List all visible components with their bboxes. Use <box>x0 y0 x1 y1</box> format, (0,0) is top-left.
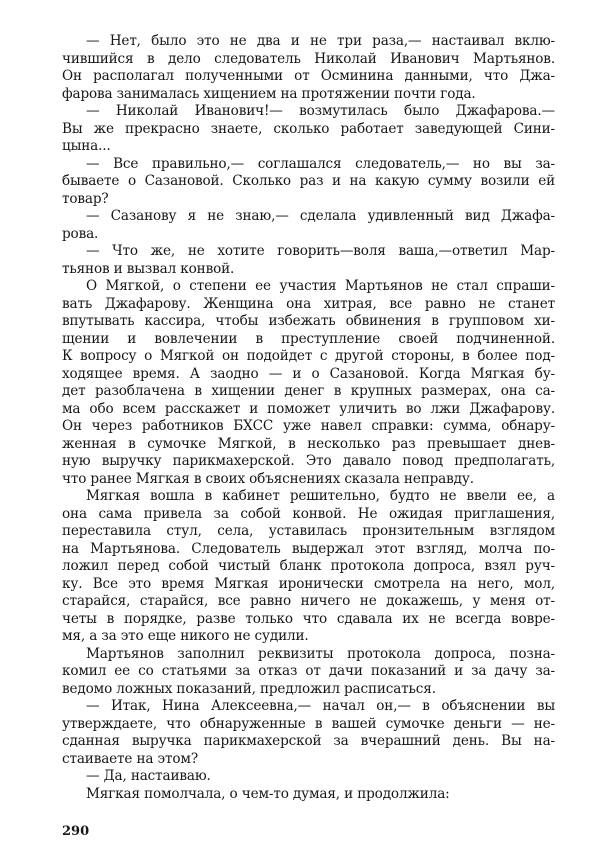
text-line: К вопросу о Мягкой он подойдет с другой стороны, в более под- <box>62 348 555 364</box>
text-line: старайся, старайся, все равно ничего не докажешь, у меня от- <box>62 593 555 609</box>
text-line: ку. Все это время Мягкая иронически смотрела на него, мол, <box>62 575 555 592</box>
text-line: — Да, настаиваю. <box>86 768 211 784</box>
text-line: Мягкая помолчала, о чем-то думая, и продолжила: <box>86 785 450 802</box>
text-line: ходящее время. А заодно — и о Сазановой. Когда Мягкая бу- <box>62 365 555 382</box>
text-line: О Мягкой, о степени ее участия Мартьянов не стал спраши- <box>86 278 555 294</box>
text-line: — Николай Иванович!— возмутилась было Джафарова.— <box>86 103 555 119</box>
text-line: она сама привела за собой конвой. Не ожидая приглашения, <box>62 505 555 522</box>
text-line: Вы же прекрасно знаете, сколько работает заведующей Сини- <box>62 120 555 137</box>
text-line: мя, а за это еще никого не судили. <box>62 628 309 644</box>
text-line: женная в сумочке Мягкой, в несколько раз превышает днев- <box>62 435 555 452</box>
text-line: — Сазанову я не знаю,— сделала удивленный вид Джафа- <box>86 208 555 224</box>
text-line: Мартьянов заполнил реквизиты протокола допроса, позна- <box>86 645 555 662</box>
text-line: рова. <box>62 225 99 242</box>
page-number: 290 <box>62 824 90 839</box>
text-line: ложил перед собой чистый бланк протокола допроса, взял руч- <box>62 558 555 574</box>
text-line: — Итак, Нина Алексеевна,— начал он,— в объяснении вы <box>86 698 555 714</box>
text-line: ную выручку парикмахерской. Это давало повод предполагать, <box>62 453 555 469</box>
text-line: утверждаете, что обнаруженные в вашей сумочке деньги — не- <box>62 715 555 732</box>
text-line: Он через работников БХСС уже навел справки: сумма, обнару- <box>62 418 555 434</box>
text-line: — Все правильно,— соглашался следователь,— но вы за- <box>86 155 555 172</box>
text-line: щении и вовлечении в преступление своей подчиненной. <box>62 330 555 347</box>
text-line: стаиваете на этом? <box>62 750 198 767</box>
text-line: вать Джафарову. Женщина она хитрая, все равно не станет <box>62 295 555 312</box>
text-line: цына... <box>62 138 111 154</box>
text-line: дет разоблачена в хищении денег в крупных размерах, она са- <box>62 383 555 399</box>
text-line: бываете о Сазановой. Сколько раз и на какую сумму возили ей <box>62 173 555 189</box>
text-line: товар? <box>62 190 109 207</box>
text-line: что ранее Мягкая в своих объяснениях сказала неправду. <box>62 470 474 487</box>
text-line: на Мартьянова. Следователь выдержал этот взгляд, молча по- <box>62 540 555 557</box>
text-line: Мягкая вошла в кабинет решительно, будто не ввели ее, а <box>86 488 555 504</box>
text-line: Он располагал полученными от Осминина данными, что Джа- <box>62 68 555 84</box>
text-line: комил ее со статьями за отказ от дачи показаний и за дачу за- <box>62 663 555 679</box>
text-line: впутывать кассира, чтобы избежать обвинения в групповом хи- <box>62 313 555 329</box>
book-page-text <box>62 33 555 803</box>
text-line: — Что же, не хотите говорить—воля ваша,—ответил Мар- <box>86 243 555 259</box>
text-line: ведомо ложных показаний, предложил расписаться. <box>62 680 436 697</box>
text-line: четы в порядке, разве только что сдавала их не всегда вовре- <box>62 610 555 627</box>
text-line: ма обо всем расскажет и поможет уличить во лжи Джафарову. <box>62 400 555 417</box>
text-line: чившийся в дело следователь Николай Иванович Мартьянов. <box>62 50 555 67</box>
text-line: фарова занималась хищением на протяжении почти года. <box>62 85 476 102</box>
text-line: тьянов и вызвал конвой. <box>62 260 235 277</box>
text-line: сданная выручка парикмахерской за вчерашний день. Вы на- <box>62 733 555 749</box>
text-line: переставила стул, села, уставилась пронзительным взглядом <box>62 523 555 539</box>
text-line: — Нет, было это не два и не три раза,— настаивал вклю- <box>86 33 555 49</box>
